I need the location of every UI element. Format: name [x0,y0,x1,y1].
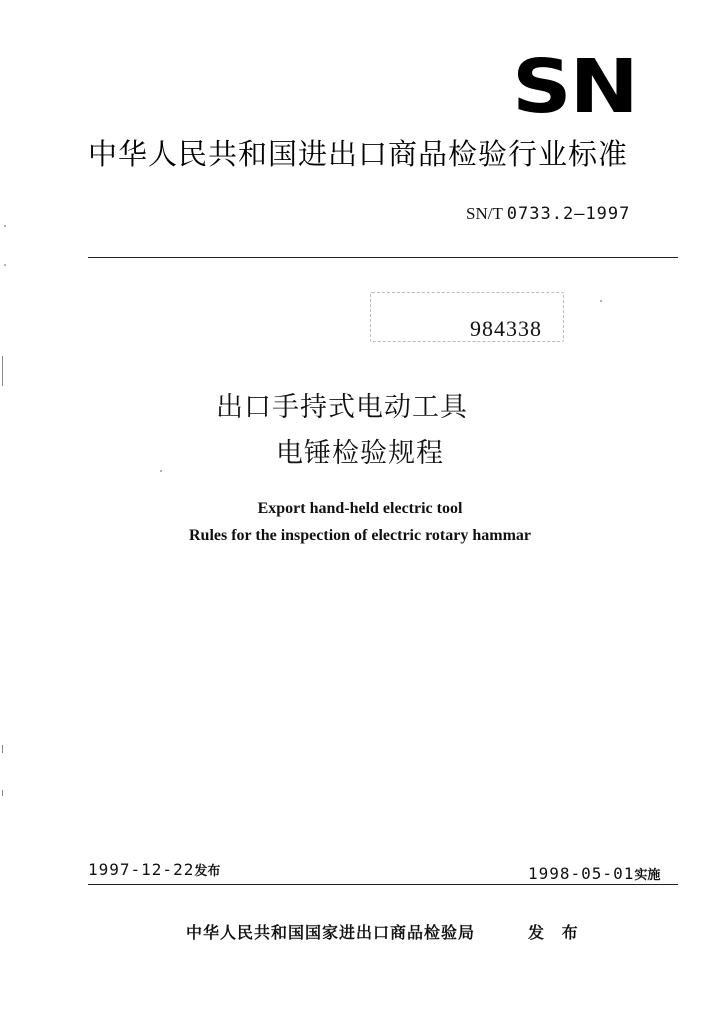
issuing-action: 发 布 [528,923,584,942]
scan-speck [600,300,602,302]
stamp-number: 984338 [470,316,542,341]
scan-edge-mark [2,790,3,796]
scan-speck [4,225,6,227]
english-title-line-2: Rules for the inspection of electric rotary hammar [189,527,531,544]
chinese-title-line-1: 出口手持式电动工具 [216,392,468,423]
sn-logo: SN [512,44,637,130]
scan-speck [160,470,162,472]
standard-number-value: 0733.2—1997 [506,204,631,224]
organization-title: 中华人民共和国进出口商品检验行业标准 [88,137,629,171]
issue-date-value: 1997-12-22 [88,860,195,879]
issue-date [88,860,220,879]
standard-code: SN/T [466,204,503,223]
chinese-title-line-2: 电锤检验规程 [276,438,444,469]
effective-date-value: 1998-05-01 [528,864,635,883]
top-divider [88,257,678,258]
scan-edge-mark [2,356,3,386]
english-title-line-1: Export hand-held electric tool [257,500,463,517]
issuing-authority: 中华人民共和国国家进出口商品检验局 [186,923,476,942]
effective-label: 实施 [634,868,661,883]
scan-speck [4,264,6,266]
effective-date [528,864,660,883]
standard-number [466,204,630,224]
bottom-divider [88,884,678,885]
issue-label: 发布 [194,864,221,879]
scan-edge-mark [2,745,3,753]
